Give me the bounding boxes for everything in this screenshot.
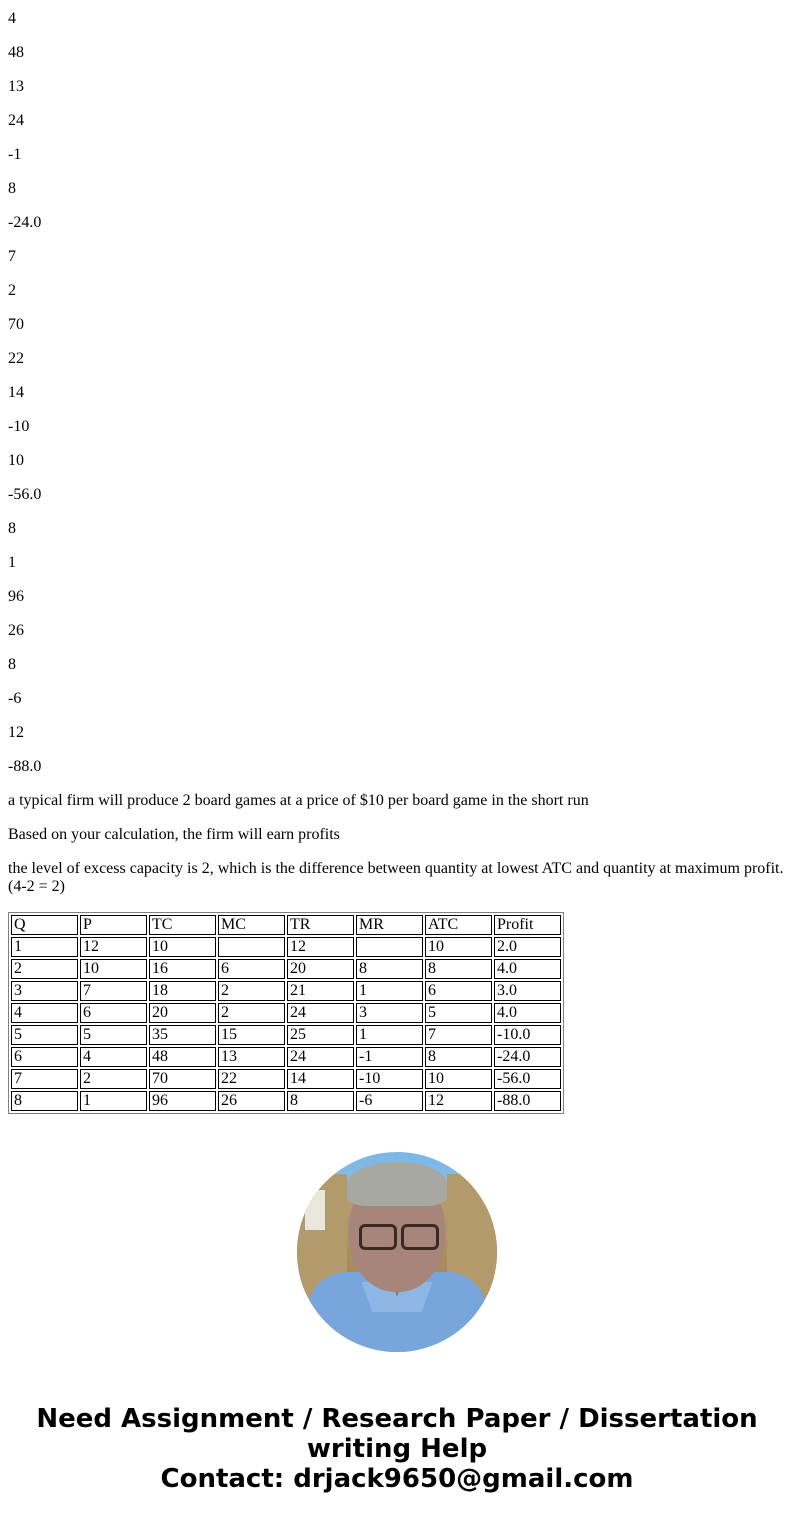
table-cell xyxy=(218,937,285,957)
table-cell: -88.0 xyxy=(494,1091,561,1111)
table-cell: 2 xyxy=(218,1003,285,1023)
column-header: TC xyxy=(149,915,216,935)
value-line: 1 xyxy=(8,554,16,571)
table-cell: 12 xyxy=(425,1091,492,1111)
table-cell: 10 xyxy=(425,937,492,957)
column-header: MR xyxy=(356,915,423,935)
table-cell: 22 xyxy=(218,1069,285,1089)
table-header-row xyxy=(11,915,561,935)
table-cell: 7 xyxy=(425,1025,492,1045)
table-cell: 1 xyxy=(11,937,78,957)
column-header: Profit xyxy=(494,915,561,935)
table-cell: 3 xyxy=(11,981,78,1001)
value-line: 96 xyxy=(8,588,24,605)
document-body xyxy=(0,10,794,1114)
table-cell: 7 xyxy=(11,1069,78,1089)
author-photo-container xyxy=(0,1152,794,1352)
column-header: P xyxy=(80,915,147,935)
table-cell: 96 xyxy=(149,1091,216,1111)
value-line: 8 xyxy=(8,520,16,537)
value-line: -56.0 xyxy=(8,486,42,503)
table-cell: 8 xyxy=(425,1047,492,1067)
table-cell: 26 xyxy=(218,1091,285,1111)
table-cell: -24.0 xyxy=(494,1047,561,1067)
promo-contact: Contact: drjack9650@gmail.com xyxy=(160,1464,634,1494)
value-line: -6 xyxy=(8,690,22,707)
table-cell: 10 xyxy=(425,1069,492,1089)
table-cell: 24 xyxy=(287,1047,354,1067)
table-cell: 18 xyxy=(149,981,216,1001)
table-cell: 6 xyxy=(80,1003,147,1023)
table-cell: 2 xyxy=(218,981,285,1001)
table-row xyxy=(11,1025,561,1045)
wall-switch xyxy=(305,1190,325,1230)
value-line: 13 xyxy=(8,78,24,95)
value-line: 24 xyxy=(8,112,24,129)
table-cell: 2 xyxy=(80,1069,147,1089)
table-row xyxy=(11,1069,561,1089)
value-line: 22 xyxy=(8,350,24,367)
column-header: Q xyxy=(11,915,78,935)
table-cell: 2.0 xyxy=(494,937,561,957)
table-cell: -10 xyxy=(356,1069,423,1089)
table-cell: 8 xyxy=(425,959,492,979)
value-line: 14 xyxy=(8,384,24,401)
table-cell: 15 xyxy=(218,1025,285,1045)
value-line: 8 xyxy=(8,656,16,673)
table-cell: 4 xyxy=(80,1047,147,1067)
table-row xyxy=(11,1091,561,1111)
table-cell: 5 xyxy=(80,1025,147,1045)
table-cell: 16 xyxy=(149,959,216,979)
table-cell: 7 xyxy=(80,981,147,1001)
table-cell: 12 xyxy=(287,937,354,957)
table-cell: 25 xyxy=(287,1025,354,1045)
table-row xyxy=(11,1003,561,1023)
promo-line-1: Need Assignment / Research Paper / Dissertation xyxy=(36,1404,758,1434)
table-cell: 5 xyxy=(425,1003,492,1023)
table-cell: 4 xyxy=(11,1003,78,1023)
value-line: 7 xyxy=(8,248,16,265)
excess-capacity-statement: the level of excess capacity is 2, which is the difference between quantity at lowest ATC and quantity at maximum profit. (4-2 = 2) xyxy=(8,860,784,895)
value-line: 10 xyxy=(8,452,24,469)
cost-revenue-table xyxy=(8,912,564,1114)
author-avatar xyxy=(297,1152,497,1352)
table-cell: 8 xyxy=(287,1091,354,1111)
value-line: 12 xyxy=(8,724,24,741)
table-cell: 35 xyxy=(149,1025,216,1045)
table-cell: 6 xyxy=(425,981,492,1001)
table-cell: 20 xyxy=(149,1003,216,1023)
production-statement: a typical firm will produce 2 board games at a price of $10 per board game in the short run xyxy=(8,792,589,809)
table-cell: -56.0 xyxy=(494,1069,561,1089)
value-line: 8 xyxy=(8,180,16,197)
value-line: 4 xyxy=(8,10,16,27)
value-line: 2 xyxy=(8,282,16,299)
leading-values-list xyxy=(8,10,786,776)
table-cell: -1 xyxy=(356,1047,423,1067)
table-cell: 4.0 xyxy=(494,959,561,979)
glasses-left-lens xyxy=(359,1224,397,1250)
table-cell: 12 xyxy=(80,937,147,957)
value-line: -24.0 xyxy=(8,214,42,231)
table-cell: 5 xyxy=(11,1025,78,1045)
table-cell: 48 xyxy=(149,1047,216,1067)
table-cell xyxy=(356,937,423,957)
value-line: 70 xyxy=(8,316,24,333)
promo-banner xyxy=(0,1404,794,1494)
table-cell: 6 xyxy=(218,959,285,979)
table-cell: 1 xyxy=(356,981,423,1001)
promo-line-2: writing Help xyxy=(306,1434,488,1464)
table-cell: 4.0 xyxy=(494,1003,561,1023)
table-cell: 6 xyxy=(11,1047,78,1067)
table-cell: 3.0 xyxy=(494,981,561,1001)
profits-statement: Based on your calculation, the firm will earn profits xyxy=(8,826,340,843)
table-cell: 8 xyxy=(356,959,423,979)
table-cell: 21 xyxy=(287,981,354,1001)
table-cell: -6 xyxy=(356,1091,423,1111)
column-header: TR xyxy=(287,915,354,935)
table-cell: 1 xyxy=(80,1091,147,1111)
value-line: 26 xyxy=(8,622,24,639)
column-header: ATC xyxy=(425,915,492,935)
value-line: -10 xyxy=(8,418,30,435)
value-line: -88.0 xyxy=(8,758,42,775)
table-row xyxy=(11,959,561,979)
table-cell: 20 xyxy=(287,959,354,979)
table-cell: 10 xyxy=(80,959,147,979)
table-cell: 70 xyxy=(149,1069,216,1089)
table-cell: 13 xyxy=(218,1047,285,1067)
glasses-right-lens xyxy=(401,1224,439,1250)
hair xyxy=(347,1162,447,1206)
table-row xyxy=(11,981,561,1001)
table-cell: -10.0 xyxy=(494,1025,561,1045)
table-cell: 14 xyxy=(287,1069,354,1089)
table-cell: 1 xyxy=(356,1025,423,1045)
table-cell: 8 xyxy=(11,1091,78,1111)
table-cell: 24 xyxy=(287,1003,354,1023)
table-cell: 2 xyxy=(11,959,78,979)
table-cell: 10 xyxy=(149,937,216,957)
value-line: -1 xyxy=(8,146,22,163)
table-row xyxy=(11,1047,561,1067)
column-header: MC xyxy=(218,915,285,935)
table-cell: 3 xyxy=(356,1003,423,1023)
table-row xyxy=(11,937,561,957)
value-line: 48 xyxy=(8,44,24,61)
